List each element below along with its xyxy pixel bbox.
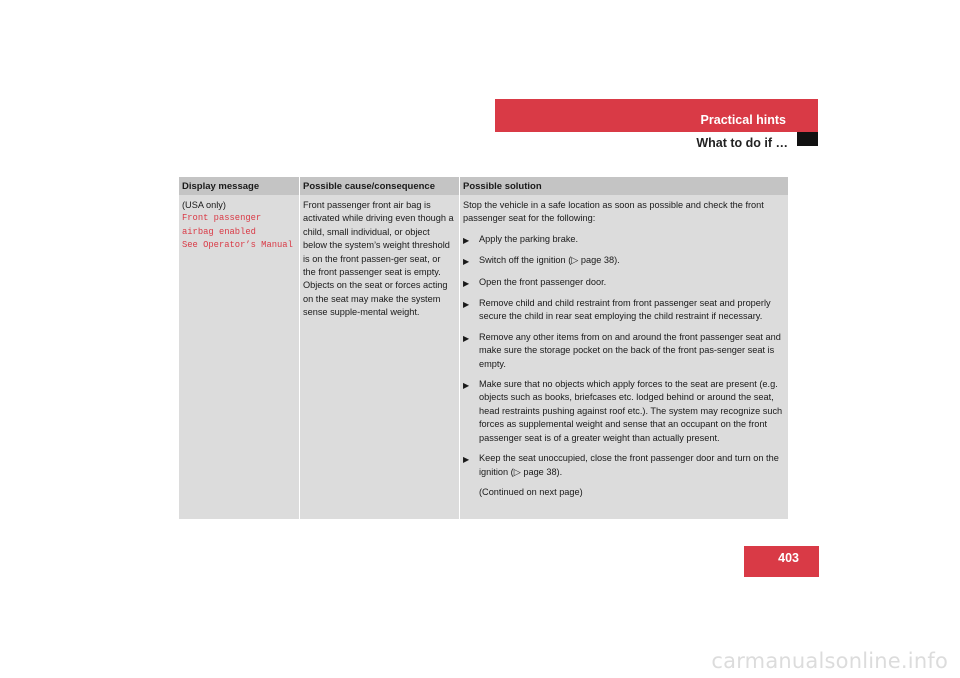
solution-step <box>463 254 784 268</box>
section-title: Practical hints <box>700 113 786 127</box>
triangle-bullet-icon: ▶ <box>463 333 470 343</box>
page-number: 403 <box>778 551 799 565</box>
solution-step <box>463 276 784 290</box>
display-message-line: airbag enabled <box>182 226 256 237</box>
triangle-bullet-icon: ▶ <box>463 257 470 267</box>
column-header-solution: Possible solution <box>459 177 788 195</box>
solution-step-text: Switch off the ignition (▷ page 38). <box>479 255 620 266</box>
cell-cause: Front passenger front air bag is activated while driving even though a child, small individual, or object below the system’s weight threshold is on the front passen-ger seat, or the front passenger seat is empty. Objects on the seat or forces acting on the seat may make the system sense supple-mental weight. <box>299 195 459 519</box>
cell-solution <box>459 195 788 519</box>
triangle-bullet-icon: ▶ <box>463 278 470 288</box>
display-message-prefix: (USA only) <box>182 200 226 210</box>
solution-step-text: Open the front passenger door. <box>479 276 607 287</box>
solution-step-text: Apply the parking brake. <box>479 233 579 244</box>
solution-step-text: Keep the seat unoccupied, close the front passenger door and turn on the ignition (▷ page 38). <box>479 453 779 477</box>
triangle-bullet-icon: ▶ <box>463 300 470 310</box>
solution-step <box>463 331 784 371</box>
display-message-line: See Operator’s Manual <box>182 240 293 251</box>
triangle-bullet-icon: ▶ <box>463 381 470 391</box>
solution-step <box>463 297 784 324</box>
section-header-band <box>495 99 818 132</box>
subsection-title: What to do if … <box>696 136 788 150</box>
column-header-cause: Possible cause/consequence <box>299 177 459 195</box>
solution-step-text: Remove any other items from on and around the front passenger seat and make sure the storage pocket on the back of the front pas-senger seat is empty. <box>479 331 781 369</box>
cell-display-message <box>179 195 299 519</box>
solution-step-text: Remove child and child restraint from front passenger seat and properly secure the child in rear seat employing the child restraint if necessary. <box>479 298 771 322</box>
triangle-bullet-icon: ▶ <box>463 235 470 245</box>
watermark-logo: carmanualsonline.info <box>711 649 948 673</box>
solution-step-text: Make sure that no objects which apply forces to the seat are present (e.g. objects such as books, briefcases etc. lodged behind or around the seat, head restraints pushing against roof etc.). The system may recognize such forces as supplemental weight and sense that an occupant on the front passenger seat is of a greater weight than actually present. <box>479 379 783 443</box>
header-marker <box>797 132 818 146</box>
display-message-line: Front passenger <box>182 213 262 224</box>
solution-step <box>463 233 784 247</box>
triangle-bullet-icon: ▶ <box>463 455 470 465</box>
solution-step <box>463 452 784 479</box>
column-header-display-message: Display message <box>179 177 299 195</box>
continued-note: (Continued on next page) <box>479 486 583 497</box>
solution-intro: Stop the vehicle in a safe location as soon as possible and check the front passenger seat for the following: <box>463 200 764 224</box>
display-message-table <box>179 177 788 519</box>
page-number-box <box>744 546 819 577</box>
solution-step <box>463 378 784 445</box>
